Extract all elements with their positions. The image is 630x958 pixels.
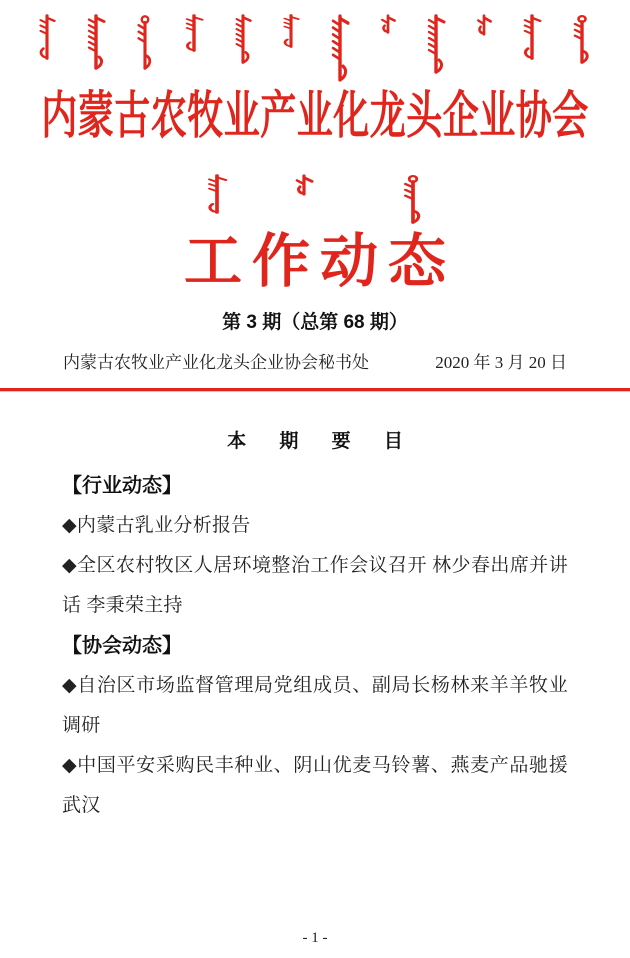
section-label-industry: 【行业动态】 [62, 475, 182, 497]
contents-list [62, 466, 568, 826]
organization-title: 内蒙古农牧业产业化龙头企业协会 [41, 87, 589, 145]
mongolian-word-icon [204, 174, 230, 214]
mongolian-word-icon [570, 14, 594, 64]
mongolian-script-top-row [36, 14, 594, 84]
mongolian-word-icon [520, 14, 544, 60]
mongolian-word-icon [280, 14, 302, 48]
publish-date: 2020 年 3 月 20 日 [435, 353, 567, 372]
bulletin-title: 工作动态 [183, 229, 456, 294]
page-number: - 1 - [302, 930, 328, 946]
section-label-association: 【协会动态】 [62, 635, 182, 657]
contents-heading: 本 期 要 目 [227, 431, 417, 452]
publisher-row [63, 352, 567, 374]
mongolian-word-icon [134, 14, 156, 70]
mongolian-word-icon [84, 14, 108, 70]
mongolian-word-icon [182, 14, 206, 52]
toc-item: ◆中国平安采购民丰种业、阴山优麦马铃薯、燕麦产品驰援武汉 [62, 755, 568, 816]
mongolian-word-icon [424, 14, 448, 74]
mongolian-word-icon [378, 14, 398, 34]
publisher-name: 内蒙古农牧业产业化龙头企业协会秘书处 [63, 353, 369, 372]
toc-item: ◆内蒙古乳业分析报告 [62, 515, 251, 536]
red-divider-rule [0, 388, 630, 392]
mongolian-word-icon [292, 174, 316, 196]
toc-item: ◆全区农村牧区人居环境整治工作会议召开 林少春出席并讲话 李秉荣主持 [62, 555, 568, 616]
mongolian-word-icon [328, 14, 352, 82]
mongolian-word-icon [400, 174, 426, 224]
mongolian-word-icon [474, 14, 494, 36]
mongolian-script-middle-row [0, 174, 630, 226]
mongolian-word-icon [36, 14, 58, 60]
mongolian-word-icon [232, 14, 254, 64]
issue-number: 第 3 期（总第 68 期） [222, 312, 408, 333]
toc-item: ◆自治区市场监督管理局党组成员、副局长杨林来羊羊牧业调研 [62, 675, 568, 736]
